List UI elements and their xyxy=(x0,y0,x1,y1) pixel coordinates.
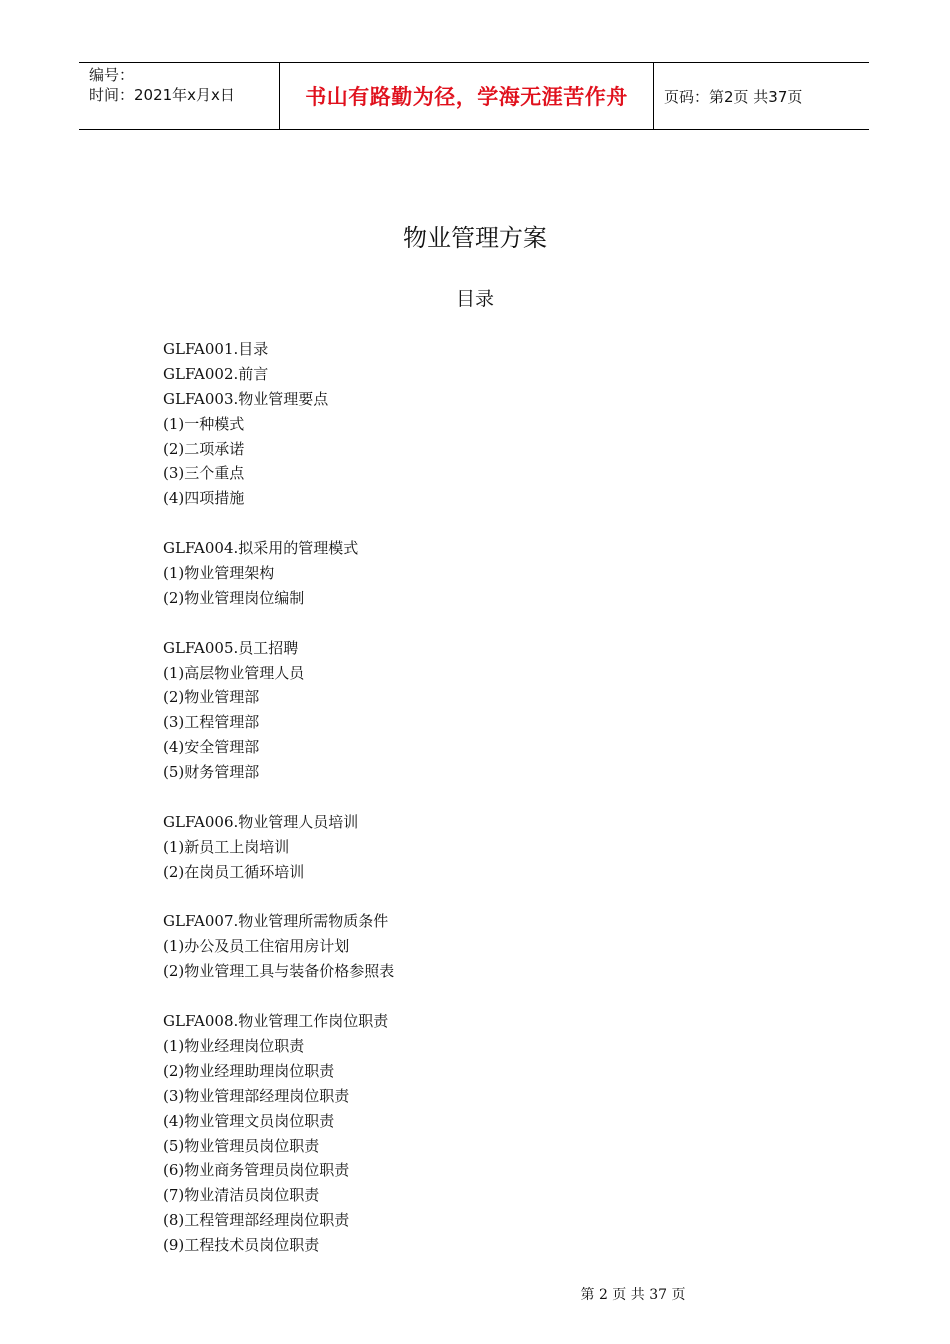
toc-item: GLFA002.前言 xyxy=(163,364,269,383)
table-of-contents xyxy=(163,337,394,1258)
page-header xyxy=(79,62,869,130)
toc-heading: 目录 xyxy=(455,288,494,310)
toc-item: (5)物业管理员岗位职责 xyxy=(163,1136,320,1155)
toc-item: GLFA001.目录 xyxy=(163,340,269,358)
toc-item: (1)物业经理岗位职责 xyxy=(163,1036,305,1055)
toc-spacer xyxy=(163,885,394,910)
toc-spacer xyxy=(163,785,394,810)
toc-item: GLFA008.物业管理工作岗位职责 xyxy=(163,1012,389,1031)
toc-item: (2)物业管理岗位编制 xyxy=(163,588,305,607)
toc-item: (3)三个重点 xyxy=(163,464,245,483)
page-footer: 第 2 页 共 37 页 xyxy=(580,1287,686,1303)
toc-item: (1)高层物业管理人员 xyxy=(163,663,305,682)
toc-item: (8)工程管理部经理岗位职责 xyxy=(163,1211,350,1230)
toc-item: (4)安全管理部 xyxy=(163,738,260,757)
toc-item: GLFA004.拟采用的管理模式 xyxy=(163,539,359,558)
toc-item: (6)物业商务管理员岗位职责 xyxy=(163,1161,350,1180)
toc-item: (3)工程管理部 xyxy=(163,713,260,732)
toc-item: GLFA006.物业管理人员培训 xyxy=(163,812,359,831)
toc-item: (9)工程技术员岗位职责 xyxy=(163,1236,320,1255)
toc-item: GLFA005.员工招聘 xyxy=(163,638,299,657)
header-meta xyxy=(79,63,280,129)
toc-item: GLFA007.物业管理所需物质条件 xyxy=(163,912,389,931)
toc-item: (2)物业经理助理岗位职责 xyxy=(163,1061,335,1080)
toc-item: (7)物业清洁员岗位职责 xyxy=(163,1186,320,1205)
toc-spacer xyxy=(163,611,394,636)
toc-item: GLFA003.物业管理要点 xyxy=(163,389,329,408)
toc-spacer xyxy=(163,984,394,1009)
toc-item: (1)一种模式 xyxy=(163,414,245,433)
toc-item: (2)二项承诺 xyxy=(163,439,245,458)
header-time-label: 时间：2021年x月x日 xyxy=(89,86,235,104)
toc-item: (5)财务管理部 xyxy=(163,763,260,782)
toc-item: (2)物业管理工具与装备价格参照表 xyxy=(163,962,395,981)
toc-spacer xyxy=(163,511,394,536)
toc-item: (4)物业管理文员岗位职责 xyxy=(163,1111,335,1130)
toc-item: (2)在岗员工循环培训 xyxy=(163,862,305,881)
toc-item: (2)物业管理部 xyxy=(163,688,260,707)
toc-item: (1)办公及员工住宿用房计划 xyxy=(163,937,350,956)
header-motto: 书山有路勤为径，学海无涯苦作舟 xyxy=(280,63,654,129)
toc-item: (1)物业管理架构 xyxy=(163,564,275,583)
toc-item: (1)新员工上岗培训 xyxy=(163,837,290,856)
header-page-info: 页码：第2页 共37页 xyxy=(664,87,803,106)
toc-item: (4)四项措施 xyxy=(163,489,245,508)
toc-item: (3)物业管理部经理岗位职责 xyxy=(163,1086,350,1105)
header-number-label: 编号： xyxy=(89,66,135,84)
document-title: 物业管理方案 xyxy=(403,224,547,252)
